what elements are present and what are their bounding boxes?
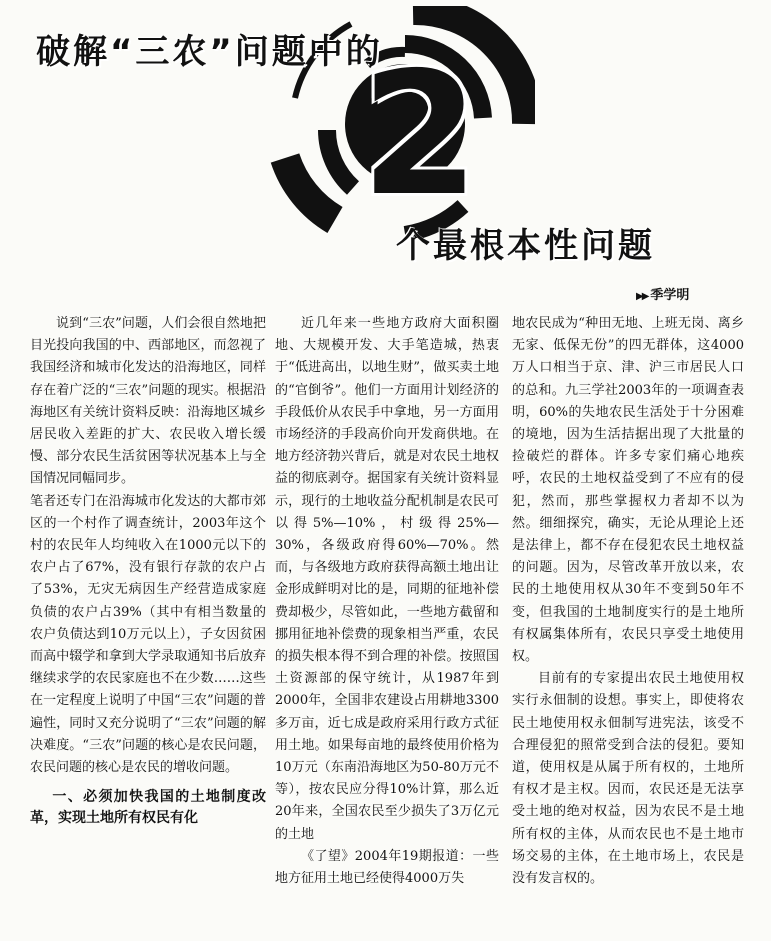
article-column-2 (275, 313, 499, 890)
title-numeral: 2 (360, 36, 480, 234)
article-column-3 (512, 313, 744, 890)
section-heading: 一、必须加快我国的土地制度改革，实现土地所有权民有化 (30, 789, 266, 827)
paragraph: 说到“三农”问题，人们会很自然地把目光投向我国的中、西部地区，而忽视了我国经济和城市化发达的沿海地区，同样存在着广泛的“三农”问题的现实。根据沿海地区有关统计资料反映：沿海地区城乡居民收入差距的扩大、农民收入增长缓慢、部分农民生活贫困等状况基本上与全国情况同幅同步。 (30, 316, 266, 487)
author-name: 季学明 (650, 288, 690, 303)
article-column-1 (30, 313, 266, 829)
paragraph: 目前有的专家提出农民土地使用权实行永佃制的设想。事实上，即使将农民土地使用权永佃制写进宪法，该受不合理侵犯的照常受到合法的侵犯。要知道，使用权是从属于所有权的，土地所有权才是主权。因而，农民还是无法享受土地的绝对权益，因为农民不是土地所有权的主体，从而农民也不是土地市场交易的主体，在土地市场上，农民是没有发言权的。 (512, 671, 744, 887)
article-title-line2: 个最根本性问题 (396, 226, 655, 266)
article-title-line1: 破解“三农”问题中的 (36, 32, 383, 72)
paragraph: 《了望》2004年19期报道：一些地方征用土地已经使得4000万失 (275, 848, 499, 887)
double-triangle-right-icon: ▶▶ (636, 291, 648, 302)
paragraph: 地农民成为“种田无地、上班无岗、离乡无家、低保无份”的四无群体，这4000万人口相当于京、津、沪三市居民人口的总和。九三学社2003年的一项调查表明，60%的失地农民生活处于十分困难的境地，因为生活拮据出现了大批量的捡破烂的群体。许多专家们痛心地疾呼，农民的土地权益受到了不应有的侵犯，然而，那些掌握权力者却不以为然。细细探究，确实，无论从理论上还是法律上，都不存在侵犯农民土地权益的问题。因为，尽管改革开放以来，农民的土地使用权从30年不变到50年不变，但我国的土地制度实行的是土地所有权属集体所有，农民只享受土地使用权。 (512, 316, 744, 665)
paragraph: 笔者还专门在沿海城市化发达的大都市郊区的一个村作了调查统计，2003年这个村的农民年人均纯收入在1000元以下的农户占了67%，没有银行存款的农户占了53%，无灾无病因生产经营造成家庭负债的农户占39%（其中有相当数量的农户负债达到10万元以上），子女因贫困而高中辍学和拿到大学录取通知书后放弃继续求学的农民家庭也不在少数……这些在一定程度上说明了中国“三农”问题的普遍性，同时又充分说明了“三农”问题的解决难度。“三农”问题的核心是农民问题，农民问题的核心是农民的增收问题。 (30, 493, 266, 776)
paragraph: 近几年来一些地方政府大面积圈地、大规模开发、大手笔造城，热衷于“低进高出，以地生财”，做买卖土地的“官倒爷”。他们一方面用计划经济的手段低价从农民手中拿地，另一方面用市场经济的手段高价向开发商供地。在地方经济勃兴背后，就是对农民土地权益的彻底剥夺。据国家有关统计资料显示，现行的土地收益分配机制是农民可以得5%—10%，村级得25%—30%，各级政府得60%—70%。然而，与各级地方政府获得高额土地出让金形成鲜明对比的是，同期的征地补偿费却极少，尽管如此，一些地方截留和挪用征地补偿费的现象相当严重，农民的损失根本得不到合理的补偿。按照国土资源部的保守统计，从1987年到2000年，全国非农建设占用耕地3300多万亩，近七成是政府采用行政方式征用土地。如果每亩地的最终使用价格为10万元（东南沿海地区为50-80万元不等），按农民应分得10%计算，那么近20年来，全国农民至少损失了3万亿元的土地 (275, 316, 499, 842)
author-byline (636, 284, 689, 303)
